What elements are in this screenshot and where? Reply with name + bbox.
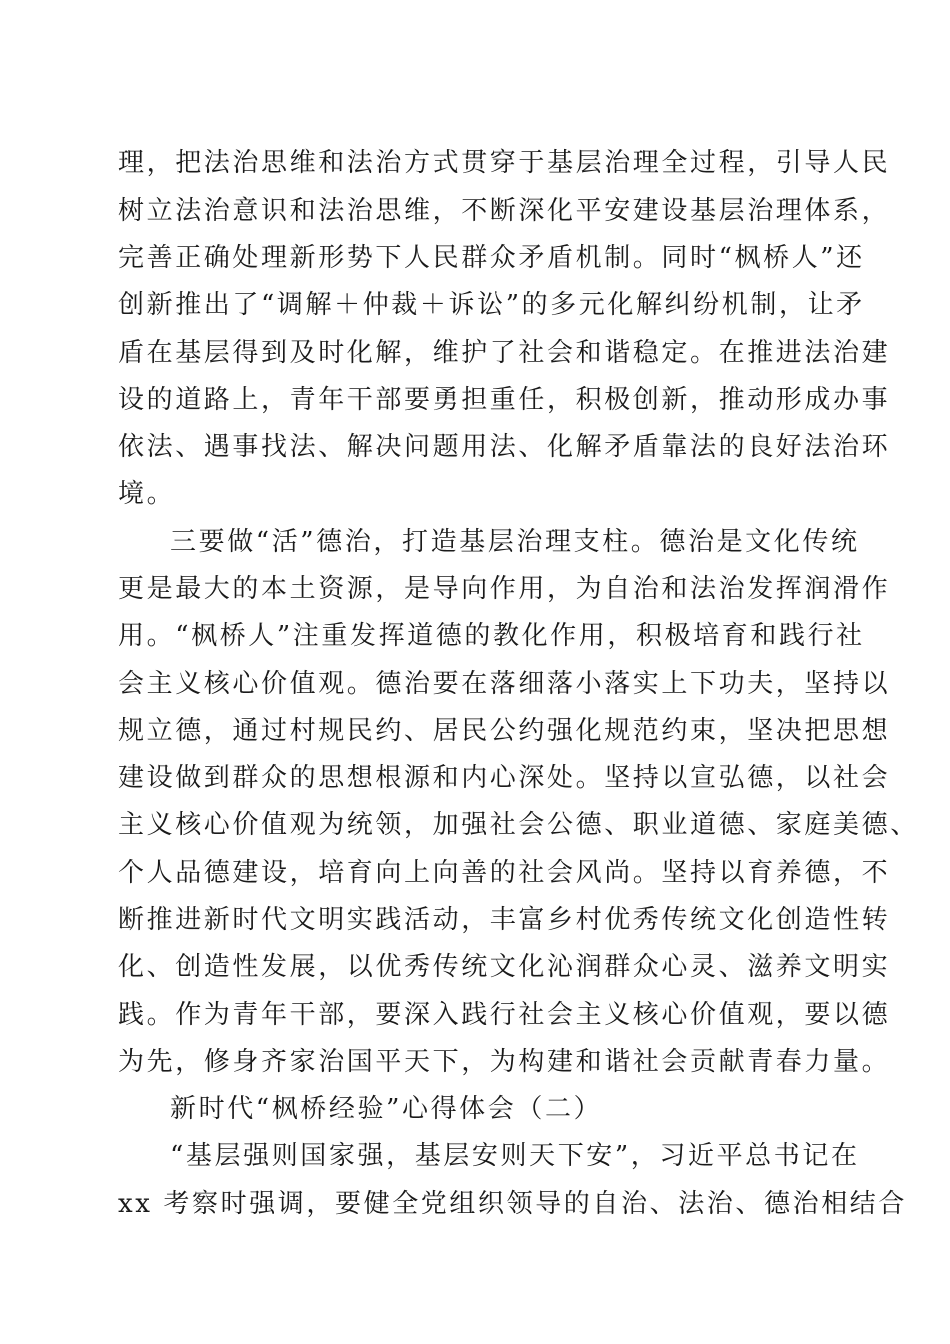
text-line: xx 考察时强调，要健全党组织领导的自治、法治、德治相结合: [118, 1189, 907, 1219]
article-title: 新时代“枫桥经验”心得体会（二）: [170, 1094, 603, 1124]
text-line: 设的道路上，青年干部要勇担重任，积极创新，推动形成办事: [118, 385, 891, 415]
text-line: 建设做到群众的思想根源和内心深处。坚持以宣弘德，以社会: [118, 763, 891, 793]
text-line: 规立德，通过村规民约、居民公约强化规范约束，坚决把思想: [118, 716, 891, 746]
text-line: 个人品德建设，培育向上向善的社会风尚。坚持以育养德，不: [118, 858, 891, 888]
text-line: “基层强则国家强，基层安则天下安”，习近平总书记在: [170, 1141, 860, 1171]
text-line: 用。“枫桥人”注重发挥道德的教化作用，积极培育和践行社: [118, 621, 865, 651]
text-line: 树立法治意识和法治思维，不断深化平安建设基层治理体系，: [118, 196, 891, 226]
text-line: 断推进新时代文明实践活动，丰富乡村优秀传统文化创造性转: [118, 905, 891, 935]
text-line: 化、创造性发展，以优秀传统文化沁润群众心灵、滋养文明实: [118, 952, 891, 982]
section-heading-line: 三要做“活”德治，打造基层治理支柱。德治是文化传统: [170, 527, 860, 557]
text-line: 创新推出了“调解＋仲裁＋诉讼”的多元化解纠纷机制，让矛: [118, 290, 865, 320]
text-line: 完善正确处理新形势下人民群众矛盾机制。同时“枫桥人”还: [118, 243, 865, 273]
text-line: 依法、遇事找法、解决问题用法、化解矛盾靠法的良好法治环: [118, 432, 891, 462]
text-line: 为先，修身齐家治国平天下，为构建和谐社会贡献青春力量。: [118, 1047, 891, 1077]
text-line: 境。: [118, 479, 176, 509]
text-line: 会主义核心价值观。德治要在落细落小落实上下功夫，坚持以: [118, 669, 891, 699]
text-line: 践。作为青年干部，要深入践行社会主义核心价值观，要以德: [118, 1000, 891, 1030]
text-line: 理，把法治思维和法治方式贯穿于基层治理全过程，引导人民: [118, 148, 891, 178]
text-line: 盾在基层得到及时化解，维护了社会和谐稳定。在推进法治建: [118, 338, 891, 368]
text-line: 更是最大的本土资源，是导向作用，为自治和法治发挥润滑作: [118, 574, 891, 604]
text-line: 主义核心价值观为统领，加强社会公德、职业道德、家庭美德、: [118, 810, 919, 840]
